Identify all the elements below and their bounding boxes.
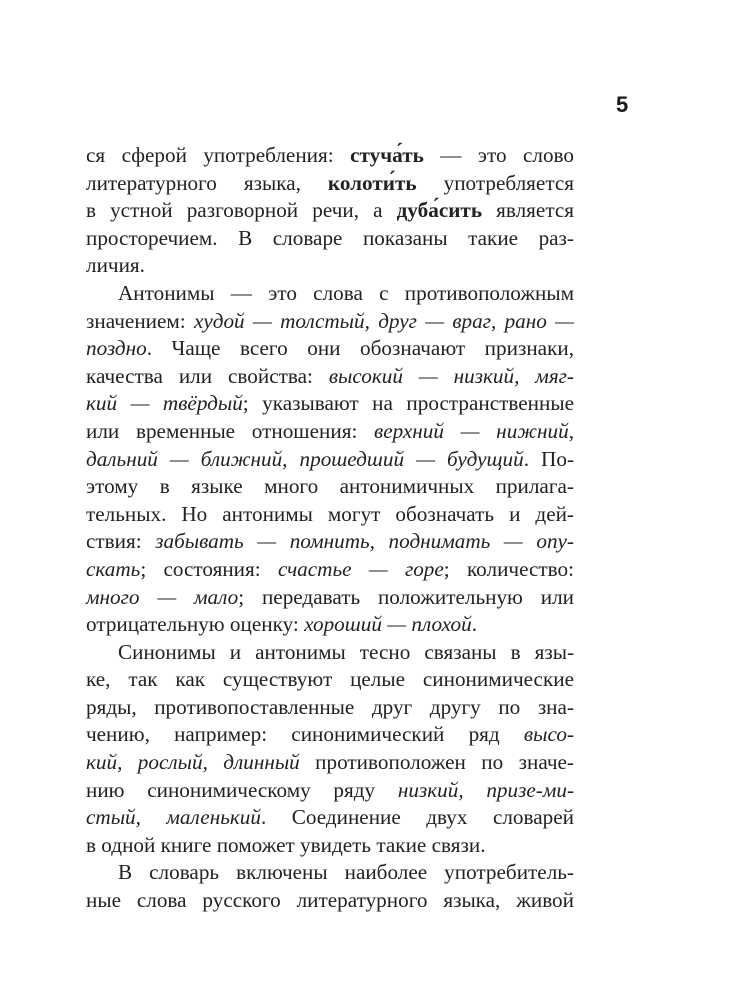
italic-example: забывать — помнить, поднимать — опу- xyxy=(155,529,574,554)
text-line xyxy=(86,501,574,529)
text-line xyxy=(86,556,574,584)
text-run: является xyxy=(482,198,574,223)
text-run: . Соединение двух словарей xyxy=(260,805,574,830)
bold-term: колоти́ть xyxy=(327,170,417,195)
text-run: — это слово xyxy=(423,143,574,167)
text-run: ; передавать положительную или xyxy=(238,584,574,609)
text-line xyxy=(86,473,574,501)
text-line xyxy=(86,832,574,860)
text-run: просторечием. В словаре показаны такие раз- xyxy=(86,225,574,250)
text-line xyxy=(86,721,574,749)
text-run: значением: xyxy=(86,308,194,333)
text-run: . Чаще всего они обозначают признаки, xyxy=(146,336,574,361)
text-line xyxy=(86,528,574,556)
text-line xyxy=(86,308,574,336)
text-run: ; количество: xyxy=(443,556,575,581)
text-run: личия. xyxy=(86,253,145,278)
text-run: . По- xyxy=(523,446,575,471)
text-run: чению, например: синонимический ряд xyxy=(86,722,524,747)
text-line xyxy=(86,418,574,446)
text-run: в устной разговорной речи, а xyxy=(86,198,397,223)
italic-example: счастье — горе xyxy=(277,556,444,581)
text-run: ке, так как существуют целые синонимические xyxy=(86,667,574,692)
text-run: . xyxy=(471,612,477,637)
text-line xyxy=(86,749,574,777)
text-run: ; указывают на пространственные xyxy=(242,391,574,416)
italic-example: поздно xyxy=(86,336,147,361)
page-number: 5 xyxy=(616,92,629,117)
text-run: отрицательную оценку: xyxy=(86,612,305,637)
bold-term: дуба́сить xyxy=(396,198,483,223)
text-line xyxy=(86,887,574,915)
text-run: употребляется xyxy=(416,170,575,195)
text-line xyxy=(86,694,574,722)
italic-example: низкий, призе-ми- xyxy=(397,777,574,802)
text-run: ряды, противопоставленные друг другу по зна- xyxy=(86,694,574,719)
text-line xyxy=(86,777,574,805)
text-run: качества или свойства: xyxy=(86,363,329,388)
italic-example: худой — толстый, друг — враг, рано — xyxy=(194,308,574,333)
italic-example: много — мало xyxy=(86,584,239,609)
text-run: В словарь включены наиболее употребитель- xyxy=(118,860,574,885)
text-line xyxy=(86,142,574,170)
text-line xyxy=(86,666,574,694)
text-run: или временные отношения: xyxy=(86,418,375,443)
text-run: противоположен по значе- xyxy=(299,750,574,775)
text-line xyxy=(86,390,574,418)
italic-example: кий, рослый, длинный xyxy=(86,750,300,775)
text-line xyxy=(86,197,574,225)
text-run: ствия: xyxy=(86,529,156,554)
italic-example: верхний — нижний, xyxy=(374,418,574,443)
text-line xyxy=(86,804,574,832)
text-line xyxy=(86,280,574,308)
text-line xyxy=(86,611,574,639)
text-run: Антонимы — это слова с противоположным xyxy=(118,280,574,305)
text-line xyxy=(86,859,574,887)
bold-term: стуча́ть xyxy=(350,143,424,167)
text-run: ся сферой употребления: xyxy=(86,143,351,167)
text-line xyxy=(86,335,574,363)
text-line xyxy=(86,252,574,280)
italic-example: скать xyxy=(86,556,141,581)
text-run: Синонимы и антонимы тесно связаны в язы- xyxy=(118,639,574,664)
italic-example: высокий — низкий, мяг- xyxy=(328,363,574,388)
text-line xyxy=(86,170,574,198)
text-line xyxy=(86,639,574,667)
text-run: литературного языка, xyxy=(86,170,328,195)
text-line xyxy=(86,225,574,253)
text-run: в одной книге поможет увидеть такие связи. xyxy=(86,832,486,857)
italic-example: высо- xyxy=(523,722,574,747)
text-run: тельных. Но антонимы могут обозначать и дей- xyxy=(86,501,574,526)
italic-example: кий — твёрдый xyxy=(86,391,243,416)
text-run: этому в языке много антонимичных прилага- xyxy=(86,474,574,499)
text-run: ные слова русского литературного языка, живой xyxy=(86,888,574,913)
text-run: нию синонимическому ряду xyxy=(86,777,398,802)
italic-example: стый, маленький xyxy=(86,805,261,830)
italic-example: дальний — ближний, прошедший — будущий xyxy=(86,446,524,471)
text-line xyxy=(86,584,574,612)
italic-example: хороший — плохой xyxy=(304,612,472,637)
body-text xyxy=(86,142,574,915)
text-run: ; состояния: xyxy=(140,556,278,581)
text-line xyxy=(86,446,574,474)
text-line xyxy=(86,363,574,391)
